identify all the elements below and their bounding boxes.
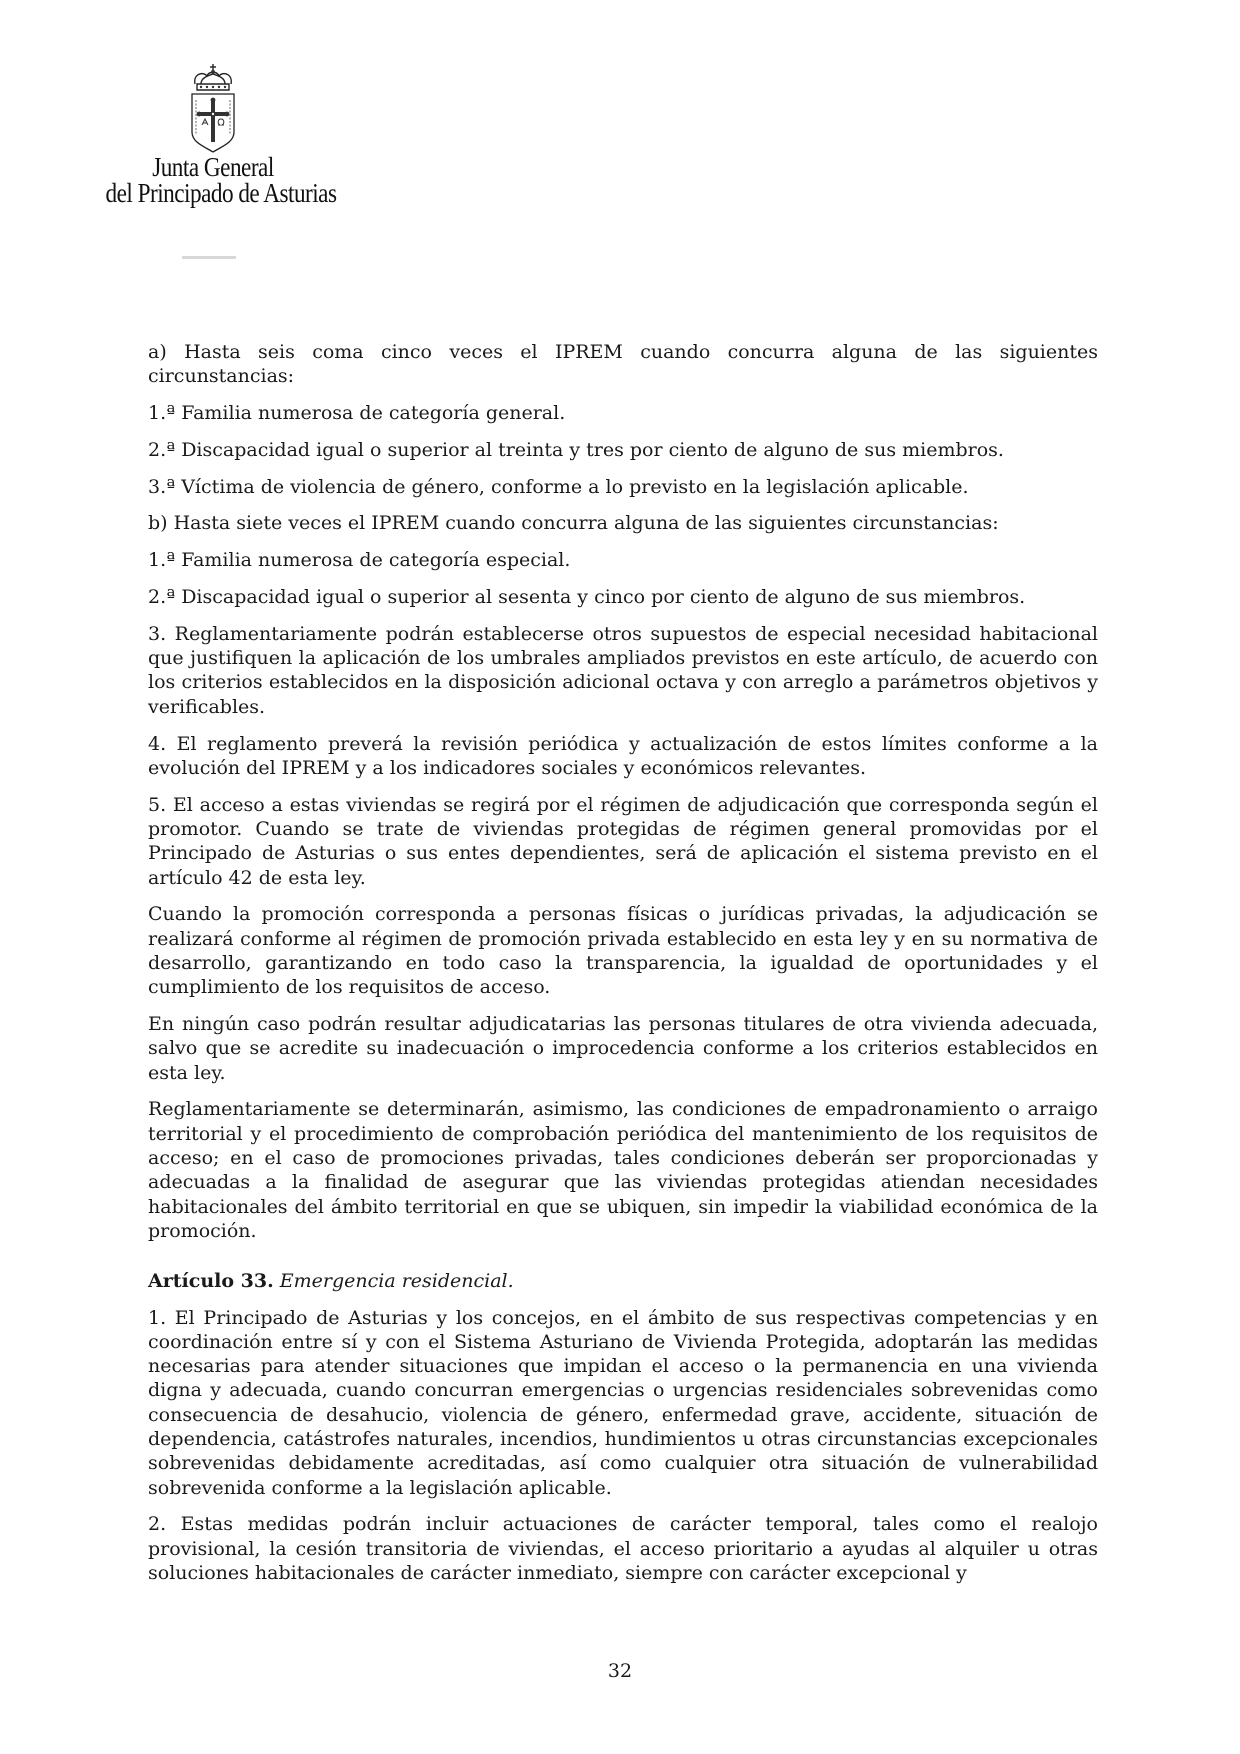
paragraph: En ningún caso podrán resultar adjudicatarias las personas titulares de otra vivienda adecuada, salvo que se acredite su inadecuación o improcedencia conforme a los criterios establecidos en esta ley.: [148, 1013, 1098, 1084]
paragraph: 2. Estas medidas podrán incluir actuaciones de carácter temporal, tales como el realojo provisional, la cesión transitoria de viviendas, el acceso prioritario a ayudas al alquiler u otras soluciones habitacionales de carácter inmediato, siempre con carácter excepcional y: [148, 1513, 1098, 1584]
coat-of-arms-asturias-icon: [187, 62, 239, 154]
page-number: 32: [607, 1660, 633, 1682]
paragraph: 4. El reglamento preverá la revisión periódica y actualización de estos límites conforme a la evolución del IPREM y a los indicadores sociales y económicos relevantes.: [148, 732, 1098, 779]
paragraph: 3. Reglamentariamente podrán establecerse otros supuestos de especial necesidad habitacional que justifiquen la aplicación de los umbrales ampliados previstos en este artículo, de acuerdo con los criterios establecidos en la disposición adicional octava y con arreglo a parámetros objetivos y verificables.: [148, 622, 1098, 718]
institution-logo: [88, 62, 338, 262]
paragraph: 2.ª Discapacidad igual o superior al sesenta y cinco por ciento de alguno de sus miembros.: [148, 586, 1026, 609]
institution-name-line2: del Principado de Asturias: [105, 178, 337, 208]
paragraph: Reglamentariamente se determinarán, asimismo, las condiciones de empadronamiento o arraigo territorial y el procedimiento de comprobación periódica del mantenimiento de los requisitos de acceso; en el caso de promociones privadas, tales condiciones deberán ser proporcionadas y adecuadas a la finalidad de asegurar que las viviendas protegidas atiendan necesidades habitacionales del ámbito territorial en que se ubiquen, sin impedir la viabilidad económica de la promoción.: [148, 1098, 1098, 1242]
document-body: [148, 340, 1098, 1598]
paragraph: b) Hasta siete veces el IPREM cuando concurra alguna de las siguientes circunstancias:: [148, 512, 999, 535]
paragraph: a) Hasta seis coma cinco veces el IPREM cuando concurra alguna de las siguientes circunstancias:: [148, 341, 1098, 388]
paragraph: 2.ª Discapacidad igual o superior al treinta y tres por ciento de alguno de sus miembros.: [148, 438, 1004, 461]
paragraph: 3.ª Víctima de violencia de género, conforme a lo previsto en la legislación aplicable.: [148, 475, 969, 498]
institution-name: [105, 152, 337, 208]
institution-name-line1: Junta General: [152, 152, 274, 182]
paragraph: 1.ª Familia numerosa de categoría especial.: [148, 549, 571, 572]
article-title: Emergencia residencial.: [279, 1270, 514, 1293]
article-number: Artículo 33.: [148, 1270, 274, 1293]
article-heading: [148, 1269, 1098, 1293]
paragraph: 1.ª Familia numerosa de categoría general.: [148, 402, 566, 425]
paragraph: 1. El Principado de Asturias y los concejos, en el ámbito de sus respectivas competencias y en coordinación entre sí y con el Sistema Asturiano de Vivienda Protegida, adoptarán las medidas necesarias para atender situaciones que impidan el acceso o la permanencia en una vivienda digna y adecuada, cuando concurran emergencias o urgencias residenciales sobrevenidas como consecuencia de desahucio, violencia de género, enfermedad grave, accidente, situación de dependencia, catástrofes naturales, incendios, hundimientos u otras circunstancias excepcionales sobrevenidas debidamente acreditadas, así como cualquier otra situación de vulnerabilidad sobrevenida conforme a la legislación aplicable.: [148, 1306, 1098, 1499]
paragraph: Cuando la promoción corresponda a personas físicas o jurídicas privadas, la adjudicación se realizará conforme al régimen de promoción privada establecido en esta ley y en su normativa de desarrollo, garantizando en todo caso la transparencia, la igualdad de oportunidades y el cumplimiento de los requisitos de acceso.: [148, 903, 1098, 999]
paragraph: 5. El acceso a estas viviendas se regirá por el régimen de adjudicación que corresponda según el promotor. Cuando se trate de viviendas protegidas de régimen general promovidas por el Principado de Asturias o sus entes dependientes, será de aplicación el sistema previsto en el artículo 42 de esta ley.: [148, 793, 1098, 889]
logo-divider: [182, 256, 236, 259]
